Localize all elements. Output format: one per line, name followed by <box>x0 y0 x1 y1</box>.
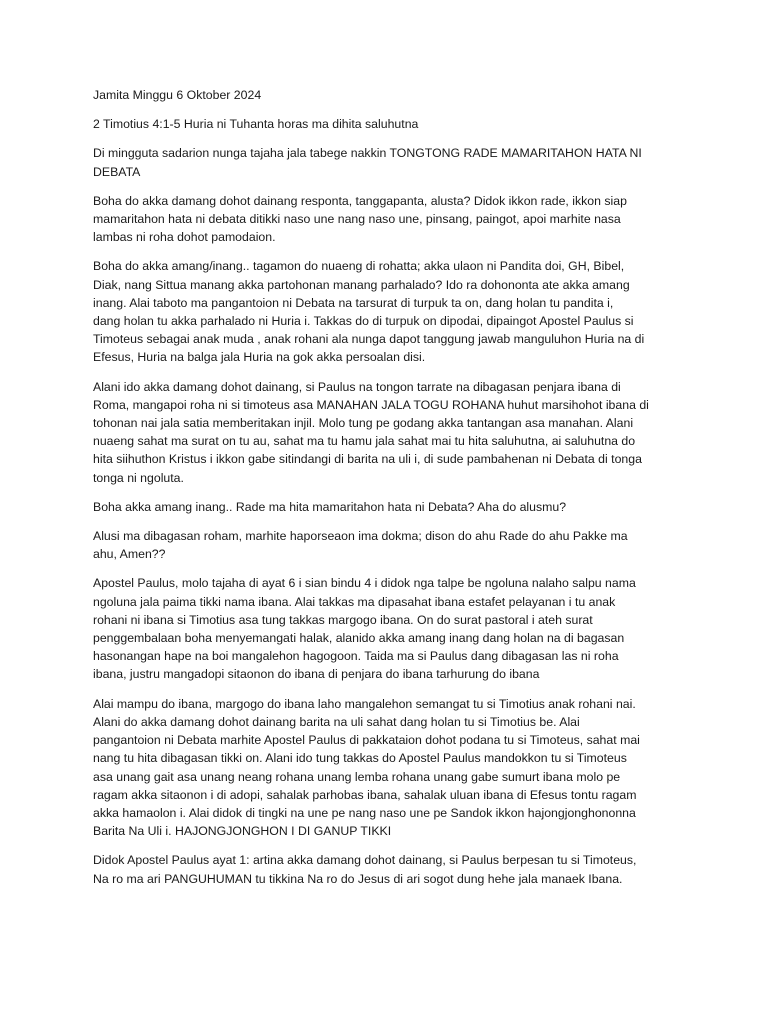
text-line: ibana, justru mangadopi sitaonon do ibana di penjara do ibana tarhurung do ibana <box>93 667 540 682</box>
text-line: Diak, nang Sittua manang akka partohonan manang parhalado? Ido ra dohononta ate akka amang <box>93 277 630 292</box>
text-line: tohonan nai jala satia memberitakan injil. Molo tung pe godang akka tantangan asa manahan. Alani <box>93 416 634 431</box>
paragraph <box>93 378 683 487</box>
text-line: penggembalaan boha menyemangati halak, alanido akka amang inang dang holan na di bagasan <box>93 631 625 646</box>
text-line: Apostel Paulus, molo tajaha di ayat 6 i sian bindu 4 i didok nga talpe be ngoluna nalaho salpu nama <box>93 576 636 591</box>
paragraph <box>93 115 683 133</box>
text-line: Alani do akka damang dohot dainang barita na uli sahat dang holan tu si Timotius be. Alai <box>93 714 580 729</box>
text-line: Efesus, Huria na balga jala Huria na gok akka persoalan disi. <box>93 350 426 365</box>
paragraph <box>93 851 683 887</box>
text-line: pangantoion ni Debata marhite Apostel Paulus di pakkataion dohot podana tu si Timoteus, sahat mai <box>93 733 640 748</box>
paragraph <box>93 498 683 516</box>
text-line: Alusi ma dibagasan roham, marhite haporseaon ima dokma; dison do ahu Rade do ahu Pakke ma <box>93 529 628 544</box>
text-line: Boha do akka damang dohot dainang responta, tanggapanta, alusta? Didok ikkon rade, ikkon siap <box>93 193 627 208</box>
text-line: 2 Timotius 4:1-5 Huria ni Tuhanta horas ma dihita saluhutna <box>93 117 419 132</box>
paragraph <box>93 574 683 683</box>
text-line: ragam akka sitaonon i di adopi, sahalak parhobas ibana, sahalak uluan ibana di Efesus tontu ragam <box>93 787 637 802</box>
document-page <box>93 86 683 899</box>
text-line: dang holan tu akka parhalado ni Huria i. Takkas do di turpuk on dipodai, dipaingot Apostel Paulus si <box>93 314 634 329</box>
text-line: nuaeng sahat ma surat on tu au, sahat ma tu hamu jala sahat mai tu hita saluhutna, ai saluhutna do <box>93 434 636 449</box>
text-line: Timoteus sebagai anak muda , anak rohani ala nunga dapot tanggung jawab manguluhon Huria na di <box>93 332 645 347</box>
paragraph <box>93 144 683 180</box>
text-line: ngoluna jala paima tikki nama ibana. Alai takkas ma dipasahat ibana estafet pelayanan i tu anak <box>93 594 616 609</box>
text-line: Didok Apostel Paulus ayat 1: artina akka damang dohot dainang, si Paulus berpesan tu si Timoteus, <box>93 853 637 868</box>
text-line: Boha akka amang inang.. Rade ma hita mamaritahon hata ni Debata? Aha do alusmu? <box>93 499 567 514</box>
text-line: akka hamaolon i. Alai didok di tingki na une pe nang naso une pe Sandok ikkon hajongjonghononna <box>93 805 636 820</box>
text-line: Roma, mangapoi roha ni si timoteus asa MANAHAN JALA TOGU ROHANA huhut marsihohot ibana di <box>93 397 649 412</box>
text-line: asa unang gait asa unang neang rohana unang lemba rohana unang gabe sumurt ibana molo pe <box>93 769 621 784</box>
paragraph <box>93 257 683 366</box>
text-line: Alai mampu do ibana, margogo do ibana laho mangalehon semangat tu si Timotius anak rohani nai. <box>93 696 636 711</box>
text-line: ahu, Amen?? <box>93 547 166 562</box>
paragraph <box>93 527 683 563</box>
text-line: DEBATA <box>93 164 141 179</box>
text-line: Barita Na Uli i. HAJONGJONGHON I DI GANUP TIKKI <box>93 824 392 839</box>
paragraph <box>93 86 683 104</box>
text-line: Boha do akka amang/inang.. tagamon do nuaeng di rohatta; akka ulaon ni Pandita doi, GH, Bibel, <box>93 259 625 274</box>
paragraph <box>93 695 683 841</box>
text-line: lambas ni roha dohot pamodaion. <box>93 230 276 245</box>
text-line: mamaritahon hata ni debata ditikki naso une nang naso une, pinsang, paingot, apoi marhite nasa <box>93 212 621 227</box>
text-line: Alani ido akka damang dohot dainang, si Paulus na tongon tarrate na dibagasan penjara ibana di <box>93 379 621 394</box>
text-line: rohani ni ibana si Timotius asa tung takkas margogo ibana. On do surat pastoral i ateh surat <box>93 612 593 627</box>
text-line: hita siihuthon Kristus i ikkon gabe sitindangi di barita na uli i, di sude pambahenan ni Debata di tonga <box>93 452 642 467</box>
text-line: Na ro ma ari PANGUHUMAN tu tikkina Na ro do Jesus di ari sogot dung hehe jala manaek Ibana. <box>93 871 623 886</box>
text-line: Di mingguta sadarion nunga tajaha jala tabege nakkin TONGTONG RADE MAMARITAHON HATA NI <box>93 146 642 161</box>
text-line: Jamita Minggu 6 Oktober 2024 <box>93 88 262 102</box>
paragraph <box>93 192 683 247</box>
text-line: hasonangan hape na boi mangalehon hagogoon. Taida ma si Paulus dang dibagasan las ni roha <box>93 649 619 664</box>
text-line: inang. Alai taboto ma pangantoion ni Debata na tarsurat di turpuk ta on, dang holan tu pandita i, <box>93 295 614 310</box>
text-line: nang tu hita dibagasan tikki on. Alani ido tung takkas do Apostel Paulus mandokkon tu si Timoteus <box>93 751 627 766</box>
text-line: tonga ni ngoluta. <box>93 470 184 485</box>
